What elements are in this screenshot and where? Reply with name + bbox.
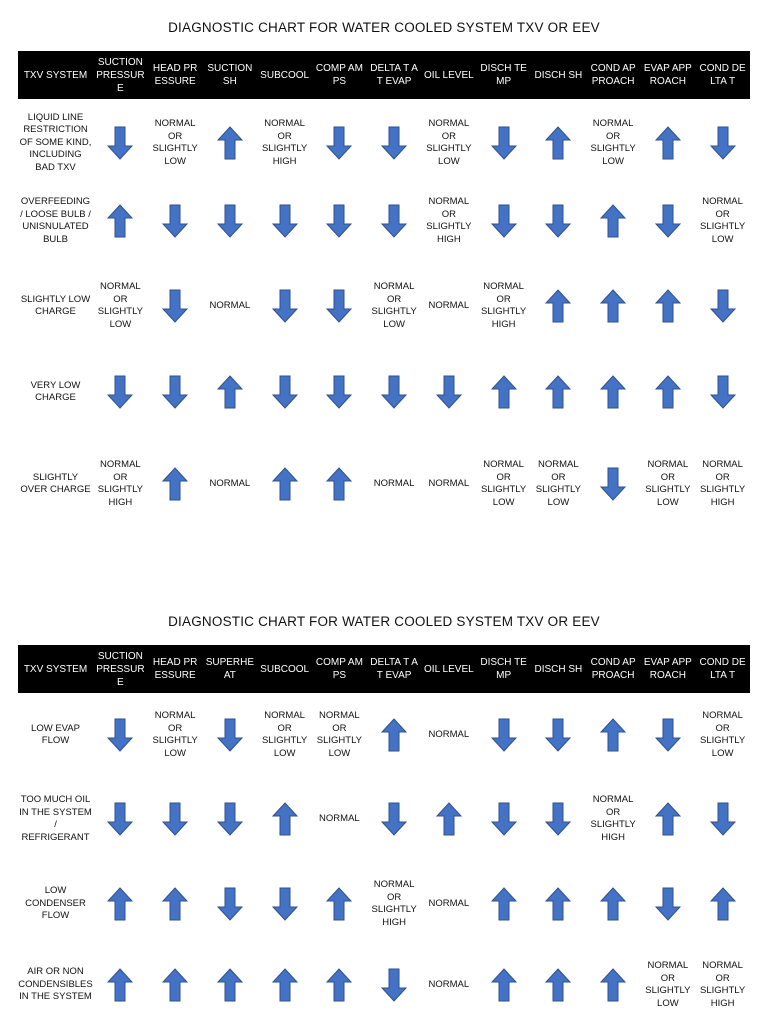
arrow-up-icon (545, 289, 571, 323)
value-cell: NORMAL (373, 477, 415, 489)
value-cell: NORMAL OR SLIGHTLY LOW (426, 118, 472, 167)
row-label: LIQUID LINE RESTRICTION OF SOME KIND, INCLUDING BAD TXV (19, 111, 92, 173)
arrow-up-icon (545, 968, 571, 1002)
indicator-cell (586, 946, 641, 1024)
column-header: SUCTION PRESSURE (96, 56, 145, 94)
indicator-cell (476, 350, 531, 434)
table-row (18, 946, 750, 1024)
indicator-cell (531, 862, 586, 946)
indicator-cell (531, 946, 586, 1024)
arrow-up-icon (162, 968, 188, 1002)
indicator-cell (531, 694, 586, 776)
column-header: SUBCOOL (260, 663, 310, 675)
indicator-cell (203, 350, 258, 434)
row-label: SLIGHTLY OVER CHARGE (20, 471, 91, 495)
indicator-cell (422, 350, 477, 434)
arrow-up-icon (491, 887, 517, 921)
arrow-down-icon (710, 126, 736, 160)
arrow-down-icon (107, 375, 133, 409)
indicator-cell (203, 776, 258, 862)
arrow-up-icon (710, 887, 736, 921)
arrow-up-icon (655, 126, 681, 160)
arrow-up-icon (600, 887, 626, 921)
value-cell: NORMAL OR SLIGHTLY LOW (700, 710, 746, 759)
arrow-up-icon (655, 375, 681, 409)
arrow-down-icon (272, 289, 298, 323)
arrow-down-icon (217, 887, 243, 921)
column-header: OIL LEVEL (424, 663, 474, 675)
value-cell: NORMAL OR SLIGHTLY HIGH (97, 459, 143, 508)
row-label: TOO MUCH OIL IN THE SYSTEM / REFRIGERANT (19, 794, 92, 843)
indicator-cell (695, 862, 750, 946)
arrow-up-icon (545, 375, 571, 409)
indicator-cell (531, 262, 586, 350)
indicator-cell (93, 776, 148, 862)
arrow-down-icon (107, 126, 133, 160)
arrow-up-icon (600, 968, 626, 1002)
arrow-down-icon (107, 718, 133, 752)
arrow-down-icon (272, 375, 298, 409)
column-header: SUCTION PRESSURE (96, 650, 145, 688)
arrow-down-icon (491, 718, 517, 752)
value-cell: NORMAL OR SLIGHTLY HIGH (371, 879, 417, 928)
table-row (18, 694, 750, 776)
arrow-up-icon (272, 467, 298, 501)
value-cell: NORMAL OR SLIGHTLY LOW (645, 459, 691, 508)
arrow-up-icon (217, 968, 243, 1002)
arrow-down-icon (326, 204, 352, 238)
indicator-cell (531, 776, 586, 862)
value-cell: NORMAL (428, 299, 470, 311)
indicator-cell (422, 776, 477, 862)
arrow-up-icon (162, 887, 188, 921)
indicator-cell (586, 262, 641, 350)
indicator-cell (695, 262, 750, 350)
column-header: COMP AMPS (315, 657, 363, 681)
arrow-down-icon (710, 375, 736, 409)
value-cell: NORMAL OR SLIGHTLY HIGH (590, 794, 636, 843)
arrow-up-icon (217, 375, 243, 409)
arrow-down-icon (217, 204, 243, 238)
arrow-up-icon (600, 375, 626, 409)
arrow-down-icon (162, 289, 188, 323)
chart-title: DIAGNOSTIC CHART FOR WATER COOLED SYSTEM TXV OR EEV (168, 20, 600, 35)
indicator-cell (203, 694, 258, 776)
indicator-cell (586, 862, 641, 946)
table-row (18, 100, 750, 186)
arrow-down-icon (381, 968, 407, 1002)
arrow-down-icon (710, 802, 736, 836)
indicator-cell (641, 100, 696, 186)
column-header: COMP AMPS (315, 63, 363, 87)
indicator-cell (257, 434, 312, 534)
arrow-up-icon (545, 887, 571, 921)
column-header: HEAD PRESSURE (152, 63, 198, 87)
column-header: DELTA T AT EVAP (370, 657, 418, 681)
indicator-cell (695, 350, 750, 434)
column-header: TXV SYSTEM (23, 663, 88, 675)
indicator-cell (93, 694, 148, 776)
indicator-cell (148, 180, 203, 262)
indicator-cell (257, 776, 312, 862)
indicator-cell (93, 180, 148, 262)
arrow-up-icon (381, 718, 407, 752)
arrow-up-icon (326, 968, 352, 1002)
indicator-cell (148, 262, 203, 350)
indicator-cell (586, 434, 641, 534)
arrow-up-icon (107, 887, 133, 921)
row-label: LOW EVAP FLOW (31, 722, 80, 746)
value-cell: NORMAL OR SLIGHTLY LOW (700, 196, 746, 245)
table-row (18, 862, 750, 946)
indicator-cell (367, 180, 422, 262)
indicator-cell (203, 100, 258, 186)
indicator-cell (367, 100, 422, 186)
indicator-cell (257, 350, 312, 434)
value-cell: NORMAL (209, 299, 251, 311)
value-cell: NORMAL OR SLIGHTLY HIGH (481, 281, 527, 330)
indicator-cell (586, 350, 641, 434)
indicator-cell (476, 862, 531, 946)
indicator-cell (367, 776, 422, 862)
indicator-cell (476, 694, 531, 776)
arrow-down-icon (326, 289, 352, 323)
indicator-cell (641, 350, 696, 434)
arrow-up-icon (162, 467, 188, 501)
arrow-up-icon (436, 802, 462, 836)
indicator-cell (203, 862, 258, 946)
indicator-cell (586, 180, 641, 262)
arrow-down-icon (545, 204, 571, 238)
column-header: DISCH SH (534, 69, 583, 81)
row-label: SLIGHTLY LOW CHARGE (20, 293, 91, 317)
table-row (18, 262, 750, 350)
indicator-cell (93, 100, 148, 186)
value-cell: NORMAL (428, 477, 470, 489)
indicator-cell (257, 946, 312, 1024)
arrow-up-icon (217, 126, 243, 160)
indicator-cell (312, 946, 367, 1024)
column-header: EVAP APPROACH (643, 657, 692, 681)
indicator-cell (531, 100, 586, 186)
arrow-down-icon (655, 718, 681, 752)
indicator-cell (476, 180, 531, 262)
arrow-down-icon (326, 375, 352, 409)
column-header: DELTA T AT EVAP (370, 63, 418, 87)
arrow-down-icon (381, 126, 407, 160)
arrow-up-icon (491, 968, 517, 1002)
value-cell: NORMAL (428, 728, 470, 740)
indicator-cell (148, 862, 203, 946)
arrow-down-icon (655, 204, 681, 238)
column-header: HEAD PRESSURE (152, 657, 198, 681)
value-cell: NORMAL OR SLIGHTLY LOW (371, 281, 417, 330)
value-cell: NORMAL OR SLIGHTLY LOW (316, 710, 362, 759)
indicator-cell (203, 946, 258, 1024)
indicator-cell (641, 694, 696, 776)
arrow-up-icon (600, 289, 626, 323)
value-cell: NORMAL OR SLIGHTLY LOW (97, 281, 143, 330)
indicator-cell (695, 100, 750, 186)
indicator-cell (641, 862, 696, 946)
arrow-down-icon (491, 126, 517, 160)
indicator-cell (148, 350, 203, 434)
column-header: COND DELTA T (699, 657, 746, 681)
indicator-cell (93, 350, 148, 434)
column-header: DISCH TEMP (480, 657, 527, 681)
arrow-down-icon (272, 204, 298, 238)
indicator-cell (312, 434, 367, 534)
indicator-cell (312, 180, 367, 262)
value-cell: NORMAL (319, 812, 360, 824)
arrow-up-icon (107, 204, 133, 238)
column-header: COND DELTA T (699, 63, 746, 87)
indicator-cell (312, 862, 367, 946)
arrow-down-icon (381, 204, 407, 238)
indicator-cell (695, 776, 750, 862)
table-row (18, 776, 750, 862)
arrow-up-icon (326, 887, 352, 921)
indicator-cell (93, 862, 148, 946)
indicator-cell (367, 694, 422, 776)
arrow-down-icon (217, 802, 243, 836)
value-cell: NORMAL OR SLIGHTLY LOW (481, 459, 527, 508)
value-cell: NORMAL OR SLIGHTLY HIGH (700, 459, 746, 508)
column-header: SUPERHEAT (205, 657, 255, 681)
indicator-cell (586, 694, 641, 776)
value-cell: NORMAL OR SLIGHTLY LOW (152, 118, 198, 167)
arrow-up-icon (272, 802, 298, 836)
arrow-down-icon (545, 802, 571, 836)
value-cell: NORMAL (428, 978, 470, 990)
indicator-cell (531, 180, 586, 262)
arrow-up-icon (107, 968, 133, 1002)
row-label: LOW CONDENSER FLOW (25, 885, 86, 922)
arrow-down-icon (162, 375, 188, 409)
column-header: EVAP APPROACH (643, 63, 692, 87)
indicator-cell (312, 262, 367, 350)
table-row (18, 180, 750, 262)
row-label: VERY LOW CHARGE (30, 379, 81, 403)
row-label: AIR OR NON CONDENSIBLES IN THE SYSTEM (18, 966, 93, 1003)
indicator-cell (148, 434, 203, 534)
table-header (18, 51, 750, 99)
value-cell: NORMAL OR SLIGHTLY LOW (152, 710, 198, 759)
arrow-down-icon (545, 718, 571, 752)
indicator-cell (476, 100, 531, 186)
indicator-cell (476, 946, 531, 1024)
table-row (18, 434, 750, 534)
value-cell: NORMAL OR SLIGHTLY LOW (645, 960, 691, 1009)
column-header: TXV SYSTEM (23, 69, 88, 81)
column-header: SUBCOOL (260, 69, 310, 81)
chart-title: DIAGNOSTIC CHART FOR WATER COOLED SYSTEM TXV OR EEV (168, 614, 600, 629)
indicator-cell (257, 180, 312, 262)
value-cell: NORMAL OR SLIGHTLY HIGH (700, 960, 746, 1009)
arrow-down-icon (272, 887, 298, 921)
column-header: SUCTION SH (207, 63, 253, 87)
arrow-up-icon (600, 718, 626, 752)
value-cell: NORMAL OR SLIGHTLY LOW (262, 710, 308, 759)
indicator-cell (641, 180, 696, 262)
arrow-down-icon (655, 887, 681, 921)
indicator-cell (531, 350, 586, 434)
value-cell: NORMAL OR SLIGHTLY LOW (535, 459, 581, 508)
column-header: OIL LEVEL (424, 69, 474, 81)
arrow-up-icon (655, 289, 681, 323)
column-header: DISCH SH (534, 663, 583, 675)
indicator-cell (203, 180, 258, 262)
arrow-down-icon (107, 802, 133, 836)
value-cell: NORMAL OR SLIGHTLY HIGH (262, 118, 308, 167)
indicator-cell (641, 262, 696, 350)
arrow-up-icon (600, 204, 626, 238)
column-header: DISCH TEMP (480, 63, 527, 87)
arrow-down-icon (162, 802, 188, 836)
arrow-down-icon (381, 375, 407, 409)
indicator-cell (312, 350, 367, 434)
indicator-cell (257, 262, 312, 350)
row-label: OVERFEEDING / LOOSE BULB / UNISNULATED BULB (20, 196, 91, 245)
arrow-down-icon (381, 802, 407, 836)
indicator-cell (312, 100, 367, 186)
arrow-up-icon (326, 467, 352, 501)
arrow-down-icon (326, 126, 352, 160)
arrow-down-icon (491, 802, 517, 836)
column-header: COND APPROACH (590, 657, 636, 681)
arrow-down-icon (710, 289, 736, 323)
arrow-up-icon (491, 375, 517, 409)
arrow-up-icon (272, 968, 298, 1002)
table-row (18, 350, 750, 434)
arrow-down-icon (436, 375, 462, 409)
value-cell: NORMAL (209, 477, 251, 489)
value-cell: NORMAL OR SLIGHTLY HIGH (426, 196, 472, 245)
indicator-cell (148, 946, 203, 1024)
indicator-cell (476, 776, 531, 862)
arrow-up-icon (545, 126, 571, 160)
value-cell: NORMAL (428, 897, 470, 909)
indicator-cell (148, 776, 203, 862)
arrow-down-icon (600, 467, 626, 501)
indicator-cell (641, 776, 696, 862)
indicator-cell (93, 946, 148, 1024)
indicator-cell (367, 350, 422, 434)
indicator-cell (367, 946, 422, 1024)
column-header: COND APPROACH (590, 63, 636, 87)
arrow-up-icon (655, 802, 681, 836)
table-header (18, 645, 750, 693)
value-cell: NORMAL OR SLIGHTLY LOW (590, 118, 636, 167)
arrow-down-icon (162, 204, 188, 238)
indicator-cell (257, 862, 312, 946)
arrow-down-icon (491, 204, 517, 238)
arrow-down-icon (217, 718, 243, 752)
